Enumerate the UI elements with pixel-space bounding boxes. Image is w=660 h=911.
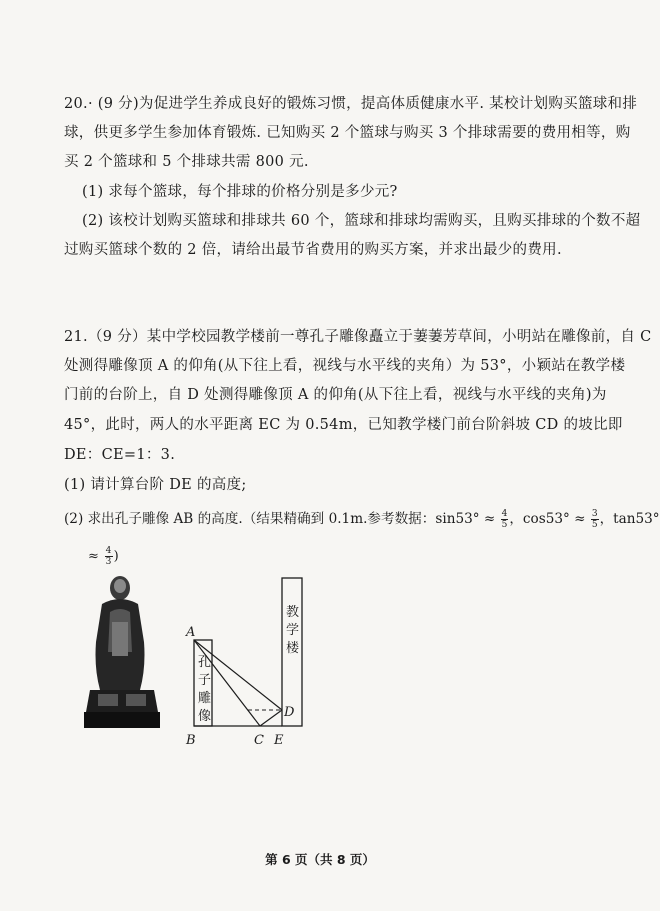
statue-char-2: 子 <box>198 673 212 688</box>
statue-char-1: 孔 <box>198 655 212 670</box>
q21-line-1: 21.（9 分）某中学校园教学楼前一尊孔子雕像矗立于萋萋芳草间，小明站在雕像前，自 C <box>64 329 652 345</box>
confucius-statue-image <box>84 572 160 728</box>
q20-line-3: 买 2 个篮球和 5 个排球共需 800 元. <box>64 154 309 170</box>
label-e: E <box>274 733 284 748</box>
tan-label: ，tan53° <box>599 511 660 527</box>
geometry-diagram <box>170 574 320 752</box>
q20-line-2: 球，供更多学生参加体育锻炼. 已知购买 2 个篮球与购买 3 个排球需要的费用相等，购 <box>64 125 631 141</box>
q21-tan-value <box>88 546 119 567</box>
page-footer: 第 6 页（共 8 页） <box>265 852 375 867</box>
cos-label: ，cos53° ≈ <box>509 511 586 527</box>
label-c: C <box>254 733 264 748</box>
tan-fraction <box>105 546 113 567</box>
q20-part-2b: 过购买篮球个数的 2 倍，请给出最节省费用的购买方案，并求出最少的费用. <box>64 242 562 258</box>
label-d: D <box>284 705 295 720</box>
close-paren: ) <box>113 549 120 564</box>
q20-line-1: 20.· (9 分)为促进学生养成良好的锻炼习惯，提高体质健康水平. 某校计划购买篮球和排 <box>64 96 638 112</box>
q21-line-2: 处测得雕像顶 A 的仰角(从下往上看，视线与水平线的夹角）为 53°，小颖站在教学楼 <box>64 358 626 374</box>
building-char-2: 学 <box>286 623 300 638</box>
building-char-3: 楼 <box>286 641 300 656</box>
cos-numerator: 3 <box>591 509 598 519</box>
statue-char-4: 像 <box>198 709 212 724</box>
label-a: A <box>186 625 196 640</box>
building-char-1: 教 <box>286 605 300 620</box>
q20-part-1: (1) 求每个篮球，每个排球的价格分别是多少元? <box>82 184 398 200</box>
q21-part-1: (1) 请计算台阶 DE 的高度; <box>64 477 247 493</box>
approx-sign: ≈ <box>88 549 100 564</box>
slope-cd <box>260 710 282 726</box>
tan-denominator: 3 <box>105 557 112 567</box>
label-b: B <box>186 733 196 748</box>
q21-part-2 <box>64 507 660 530</box>
sin-denominator: 5 <box>501 520 508 530</box>
q21-part-2-text: (2) 求出孔子雕像 AB 的高度.（结果精确到 0.1m.参考数据：sin53° ≈ <box>64 511 496 527</box>
q21-line-3: 门前的台阶上，自 D 处测得雕像顶 A 的仰角(从下往上看，视线与水平线的夹角)为 <box>64 387 607 403</box>
q21-line-5: DE：CE=1：3. <box>64 447 176 463</box>
tan-numerator: 4 <box>105 546 112 556</box>
cos-denominator: 5 <box>591 520 598 530</box>
cos-fraction <box>591 509 599 530</box>
sin-numerator: 4 <box>501 509 508 519</box>
q21-line-4: 45°，此时，两人的水平距离 EC 为 0.54m，已知教学楼门前台阶斜坡 CD 的坡比即 <box>64 417 623 433</box>
sin-fraction <box>501 509 509 530</box>
statue-char-3: 雕 <box>198 691 212 706</box>
q20-part-2a: (2) 该校计划购买篮球和排球共 60 个，篮球和排球均需购买，且购买排球的个数不超 <box>82 213 641 229</box>
